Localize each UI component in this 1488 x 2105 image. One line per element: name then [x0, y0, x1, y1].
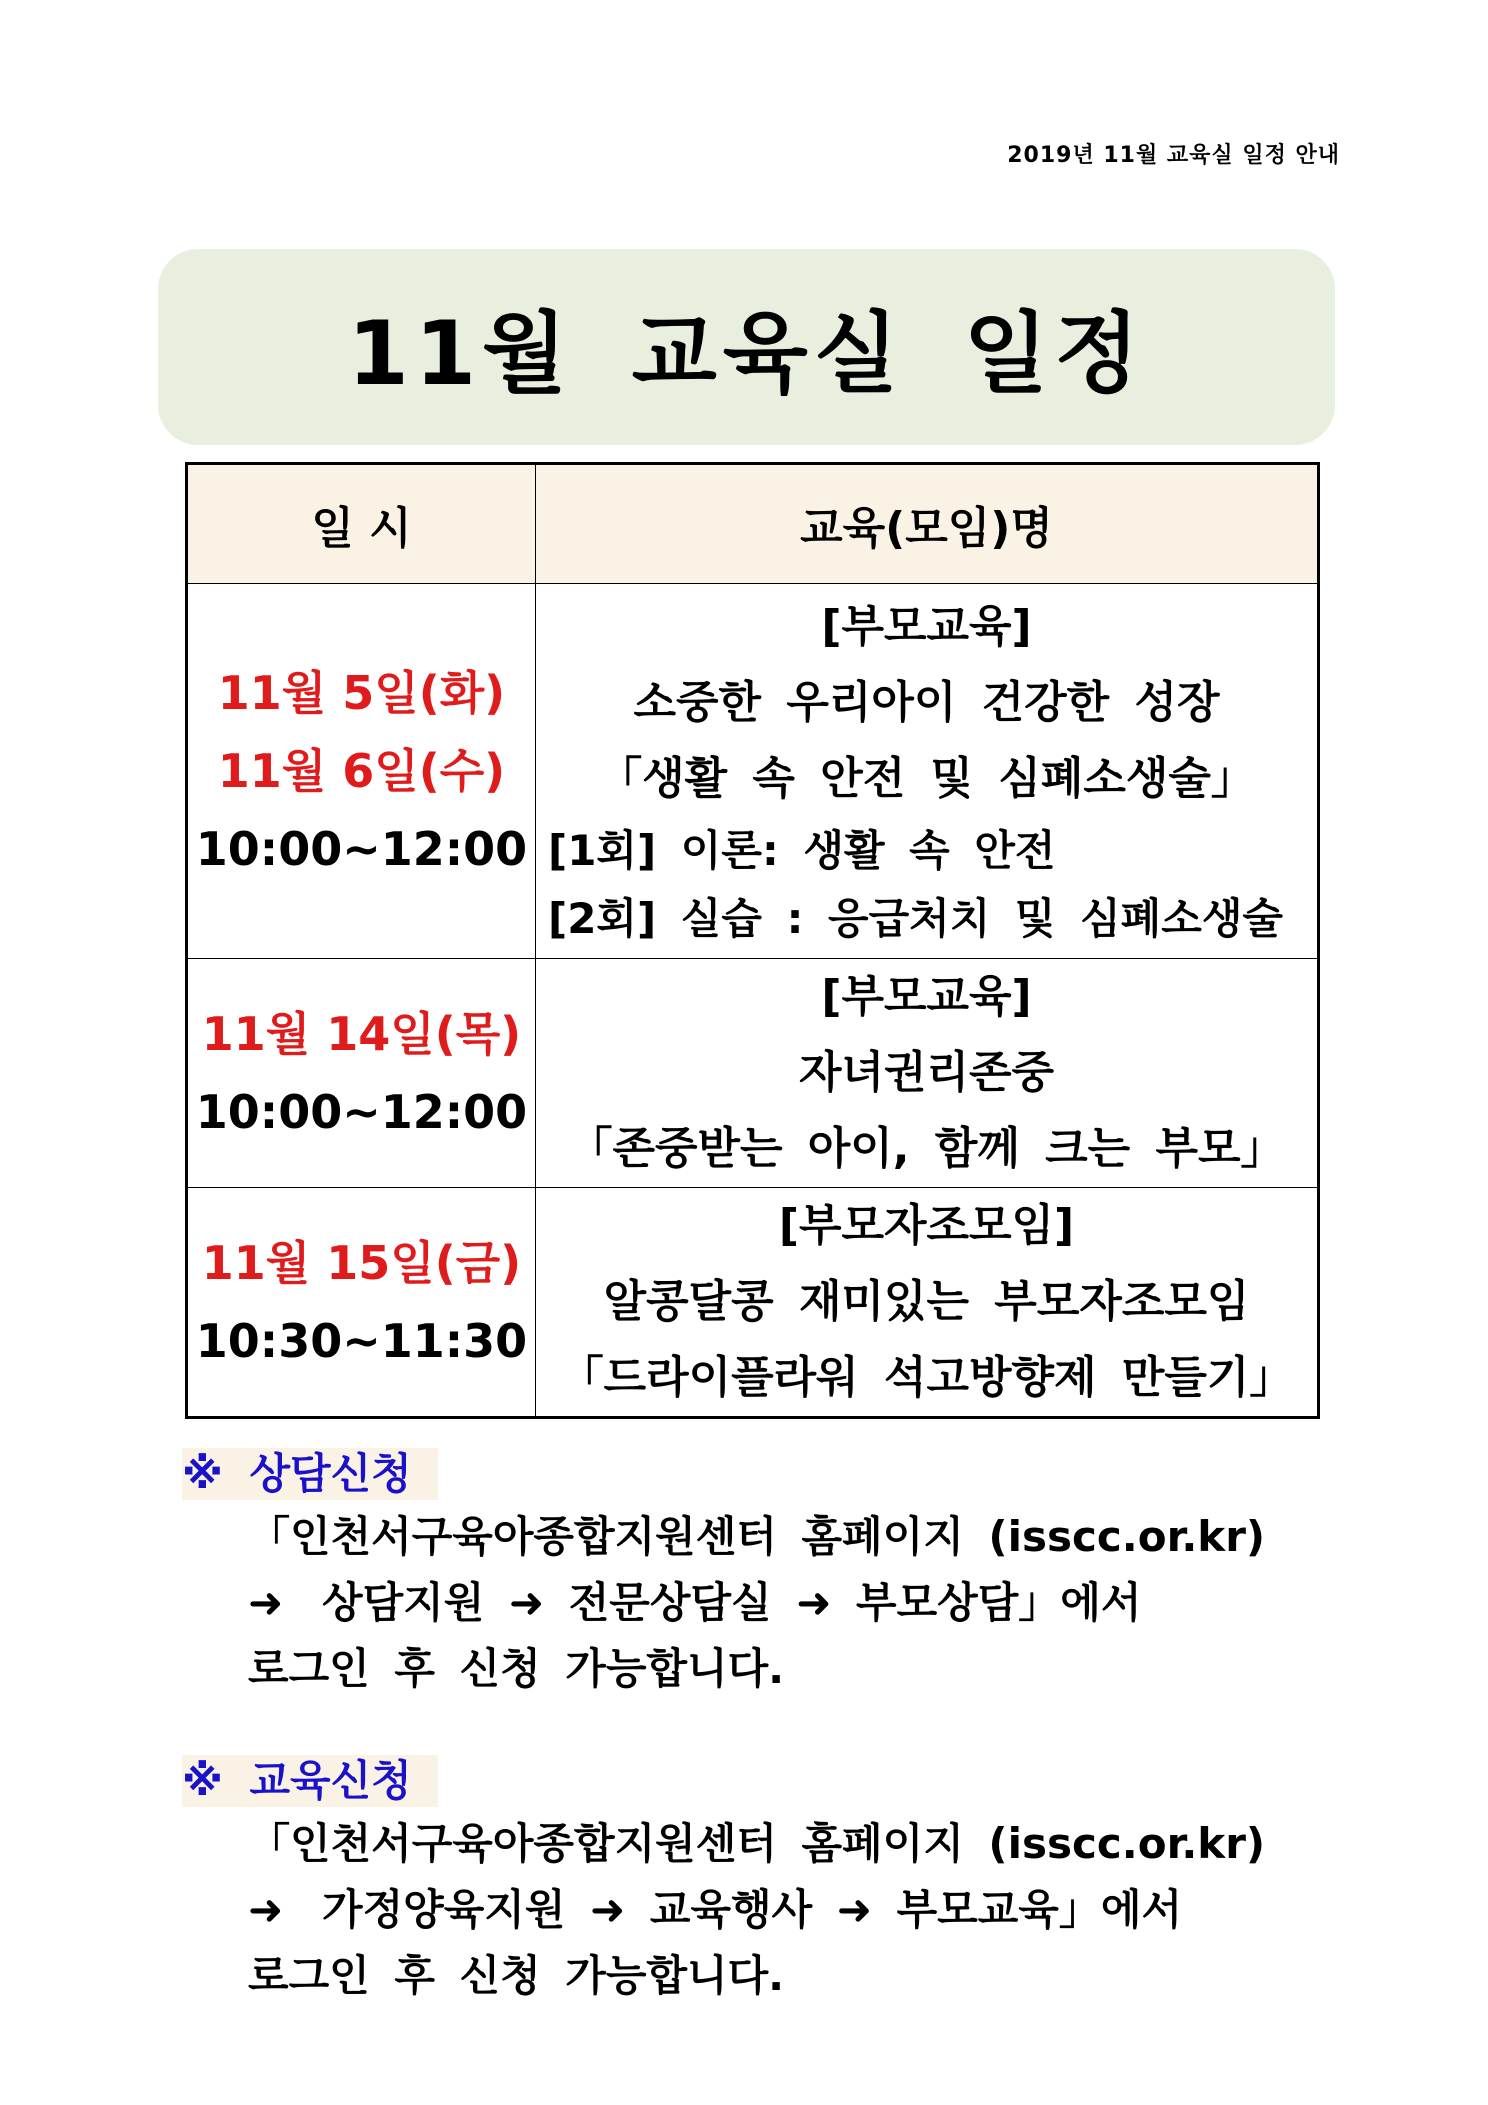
arrow-icon: ➜ [248, 1885, 284, 1934]
notice-path [248, 1570, 1265, 1636]
header-note: 2019년 11월 교육실 일정 안내 [1007, 143, 1340, 168]
event-category: [부모자조모임] [778, 1200, 1075, 1251]
notice-line: 로그인 후 신청 가능합니다. [248, 1951, 785, 2000]
table-row [187, 959, 1319, 1188]
event-category: [부모교육] [821, 971, 1032, 1022]
event-time: 10:00~12:00 [195, 822, 528, 876]
notice-heading: ※ 교육신청 [182, 1755, 438, 1807]
header-name: 교육(모임)명 [536, 464, 1319, 584]
title-banner [158, 249, 1335, 445]
date-cell [187, 584, 536, 959]
session-1: [1회] 이론: 생활 속 안전 [548, 826, 1056, 875]
counseling-notice [182, 1448, 1265, 1702]
session-2: [2회] 실습 : 응급처치 및 심폐소생술 [548, 894, 1283, 943]
event-date: 11월 5일(화) [217, 666, 506, 720]
table-header-row [187, 464, 1319, 584]
notice-line: 「인천서구육아종합지원센터 홈페이지 (isscc.or.kr) [248, 1819, 1266, 1868]
notice-path-text: 상담지원 ➜ 전문상담실 ➜ 부모상담」에서 [322, 1578, 1142, 1627]
table-row [187, 1188, 1319, 1418]
event-name: 자녀권리존중 [798, 1047, 1055, 1098]
event-subtitle: 「생활 속 안전 및 심폐소생술」 [598, 753, 1255, 804]
arrow-icon: ➜ [248, 1578, 284, 1627]
table-row [187, 584, 1319, 959]
notice-line: 「인천서구육아종합지원센터 홈페이지 (isscc.or.kr) [248, 1512, 1266, 1561]
notice-line: 로그인 후 신청 가능합니다. [248, 1644, 785, 1693]
notice-path-text: 가정양육지원 ➜ 교육행사 ➜ 부모교육」에서 [322, 1885, 1183, 1934]
notice-heading: ※ 상담신청 [182, 1448, 438, 1500]
name-cell [536, 584, 1319, 959]
page-title: 11월 교육실 일정 [347, 302, 1146, 405]
event-time: 10:30~11:30 [195, 1314, 528, 1368]
date-cell [187, 1188, 536, 1418]
event-category: [부모교육] [821, 601, 1032, 652]
name-cell [536, 1188, 1319, 1418]
event-subtitle: 「드라이플라워 석고방향제 만들기」 [559, 1352, 1294, 1403]
event-date: 11월 14일(목) [201, 1007, 522, 1061]
name-cell [536, 959, 1319, 1188]
event-date: 11월 6일(수) [217, 744, 506, 798]
header-date: 일 시 [187, 464, 536, 584]
event-subtitle: 「존중받는 아이, 함께 크는 부모」 [568, 1123, 1285, 1174]
event-date: 11월 15일(금) [201, 1236, 522, 1290]
event-name: 알콩달콩 재미있는 부모자조모임 [603, 1276, 1250, 1327]
education-notice [182, 1755, 1265, 2009]
schedule-table [185, 462, 1320, 1419]
notice-path [248, 1877, 1265, 1943]
event-name: 소중한 우리아이 건강한 성장 [633, 677, 1220, 728]
date-cell [187, 959, 536, 1188]
event-time: 10:00~12:00 [195, 1085, 528, 1139]
